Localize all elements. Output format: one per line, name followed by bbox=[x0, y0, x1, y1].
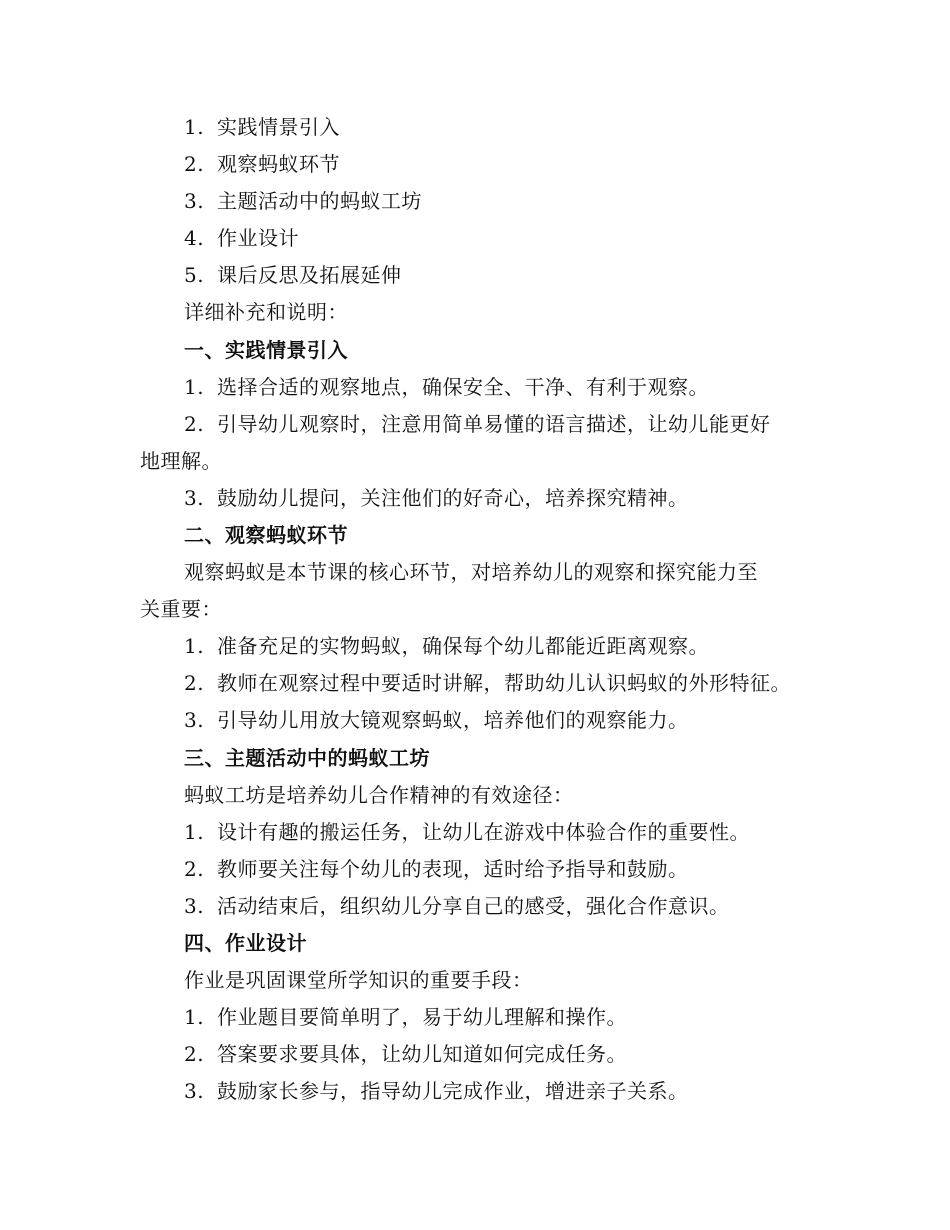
list-item-number: 1. bbox=[184, 634, 205, 658]
list-item-number: 3. bbox=[184, 708, 205, 732]
list-item-text: 准备充足的实物蚂蚁，确保每个幼儿都能近距离观察。 bbox=[217, 634, 709, 658]
list-item-number: 2. bbox=[184, 857, 205, 881]
list-item-number: 1. bbox=[184, 820, 205, 844]
list-item-number: 2. bbox=[184, 412, 205, 436]
outline-item-text: 观察蚂蚁环节 bbox=[217, 152, 340, 176]
list-item bbox=[184, 1041, 627, 1067]
list-item-text: 活动结束后，组织幼儿分享自己的感受，强化合作意识。 bbox=[217, 894, 730, 918]
list-item bbox=[184, 411, 771, 437]
outline-item-number: 1. bbox=[184, 115, 205, 139]
list-item-number: 2. bbox=[184, 671, 205, 695]
list-item-number: 3. bbox=[184, 1079, 205, 1103]
outline-item-text: 课后反思及拓展延伸 bbox=[217, 263, 402, 287]
section-intro-continuation: 关重要： bbox=[140, 597, 222, 621]
list-item bbox=[184, 893, 730, 919]
list-item bbox=[184, 1078, 689, 1104]
section-heading: 四、作业设计 bbox=[184, 931, 307, 955]
outline-item-text: 主题活动中的蚂蚁工坊 bbox=[217, 189, 422, 213]
list-item-text: 选择合适的观察地点，确保安全、干净、有利于观察。 bbox=[217, 375, 709, 399]
list-item bbox=[184, 374, 709, 400]
outline-item-number: 2. bbox=[184, 152, 205, 176]
outline-item-number: 5. bbox=[184, 263, 205, 287]
list-item bbox=[184, 485, 689, 511]
section-intro: 观察蚂蚁是本节课的核心环节，对培养幼儿的观察和探究能力至 bbox=[184, 560, 758, 584]
supplement-title: 详细补充和说明： bbox=[184, 300, 348, 324]
outline-item bbox=[184, 225, 299, 251]
outline-item bbox=[184, 114, 340, 140]
list-item-text: 设计有趣的搬运任务，让幼儿在游戏中体验合作的重要性。 bbox=[217, 820, 750, 844]
section-heading: 二、观察蚂蚁环节 bbox=[184, 523, 348, 547]
list-item-text: 答案要求要具体，让幼儿知道如何完成任务。 bbox=[217, 1042, 627, 1066]
list-item bbox=[184, 856, 689, 882]
outline-item bbox=[184, 188, 422, 214]
outline-item bbox=[184, 262, 402, 288]
section-intro: 蚂蚁工坊是培养幼儿合作精神的有效途径： bbox=[184, 783, 574, 807]
outline-item-number: 4. bbox=[184, 226, 205, 250]
list-item bbox=[184, 707, 689, 733]
list-item-text: 引导幼儿观察时，注意用简单易懂的语言描述，让幼儿能更好 bbox=[217, 412, 771, 436]
list-item-number: 3. bbox=[184, 894, 205, 918]
list-item bbox=[184, 1004, 627, 1030]
section-intro: 作业是巩固课堂所学知识的重要手段： bbox=[184, 968, 533, 992]
list-item-number: 1. bbox=[184, 1005, 205, 1029]
list-item-number: 1. bbox=[184, 375, 205, 399]
list-item-text: 教师在观察过程中要适时讲解，帮助幼儿认识蚂蚁的外形特征。 bbox=[217, 671, 791, 695]
list-item-text: 作业题目要简单明了，易于幼儿理解和操作。 bbox=[217, 1005, 627, 1029]
list-item-text: 教师要关注每个幼儿的表现，适时给予指导和鼓励。 bbox=[217, 857, 689, 881]
list-item-text: 引导幼儿用放大镜观察蚂蚁，培养他们的观察能力。 bbox=[217, 708, 689, 732]
section-heading: 一、实践情景引入 bbox=[184, 338, 348, 362]
outline-item-text: 作业设计 bbox=[217, 226, 299, 250]
list-item bbox=[184, 670, 791, 696]
list-item-text: 鼓励家长参与，指导幼儿完成作业，增进亲子关系。 bbox=[217, 1079, 689, 1103]
list-item-text: 鼓励幼儿提问，关注他们的好奇心，培养探究精神。 bbox=[217, 486, 689, 510]
list-item bbox=[184, 819, 750, 845]
section-heading: 三、主题活动中的蚂蚁工坊 bbox=[184, 746, 430, 770]
list-item-continuation: 地理解。 bbox=[140, 449, 222, 473]
outline-item bbox=[184, 151, 340, 177]
outline-item-text: 实践情景引入 bbox=[217, 115, 340, 139]
list-item-number: 3. bbox=[184, 486, 205, 510]
list-item-number: 2. bbox=[184, 1042, 205, 1066]
outline-item-number: 3. bbox=[184, 189, 205, 213]
list-item bbox=[184, 633, 709, 659]
